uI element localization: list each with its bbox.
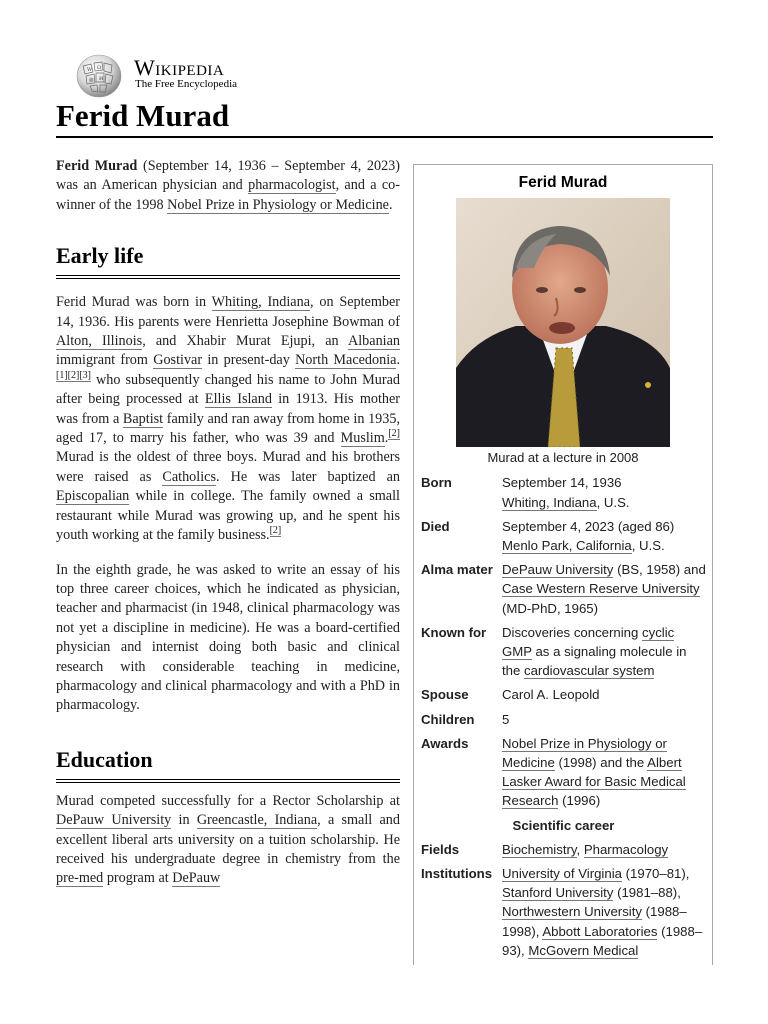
link-episcopalian[interactable]: Episcopalian — [56, 488, 130, 505]
svg-text:W: W — [87, 67, 93, 73]
link-greencastle-indiana[interactable]: Greencastle, Indiana — [196, 812, 318, 829]
link-whiting-indiana[interactable]: Whiting, Indiana — [502, 494, 597, 510]
svg-text:Ω: Ω — [97, 65, 102, 71]
row-value: September 14, 1936 Whiting, Indiana, U.S. — [502, 475, 630, 510]
portrait-photo[interactable] — [456, 198, 670, 447]
infobox-row-institutions — [414, 862, 712, 963]
wikipedia-wordmark: Wikipedia — [134, 55, 225, 80]
photo-caption: Murad at a lecture in 2008 — [487, 450, 639, 466]
row-label: Known for — [421, 624, 487, 640]
article-body — [56, 157, 400, 957]
citation-2[interactable]: [2] — [388, 428, 400, 440]
citation-2[interactable]: [2] — [269, 525, 282, 537]
link-case-western[interactable]: Case Western Reserve University — [502, 581, 700, 597]
infobox-subheader — [414, 814, 712, 838]
section-heading-education: Education — [56, 746, 400, 783]
link-stanford-university[interactable]: Stanford University — [502, 885, 614, 901]
svg-text:維: 維 — [89, 78, 95, 84]
row-value: Carol A. Leopold — [502, 687, 600, 703]
infobox-title: Ferid Murad — [518, 174, 608, 191]
scientific-career-header: Scientific career — [512, 817, 615, 833]
link-pharmacology[interactable]: Pharmacology — [583, 841, 669, 857]
infobox-row-born — [414, 471, 712, 514]
row-value: Discoveries concerning cyclic GMP as a signaling molecule in the cardiovascular system — [502, 624, 687, 679]
early-life-paragraph-2: In the eighth grade, he was asked to write an essay of his top three career choices, which he indicated as physician, teacher and pharmacist (in 1948, clinical pharmacology was not yet a discipline in medicine). He was a board-certified physician and internist doing both basic and clinical research with considerable teaching in medicine, pharmacology and clinical pharmacology and with a PhD in pharmacology. — [56, 561, 400, 714]
row-value: September 4, 2023 (aged 86) Menlo Park, California, U.S. — [502, 518, 675, 554]
infobox-row-alma-mater — [414, 558, 712, 621]
wikipedia-globe-icon — [75, 54, 123, 98]
row-value: University of Virginia (1970–81), Stanford University (1981–88), Northwestern University (1988–1998), Abbott Laboratories (1988–93), McGovern Medical — [502, 866, 703, 958]
citation-1[interactable]: [1] — [56, 370, 68, 382]
intro-paragraph: Ferid Murad (September 14, 1936 – September 4, 2023) was an American physician and pharmacologist, and a co-winner of the 1998 Nobel Prize in Physiology or Medicine. — [56, 158, 400, 213]
citation-2[interactable]: [2] — [67, 370, 80, 382]
svg-text:И: И — [99, 76, 104, 82]
link-depauw[interactable]: DePauw — [172, 870, 221, 887]
row-label: Institutions — [421, 866, 493, 882]
infobox-row-known-for — [414, 621, 712, 684]
row-label: Awards — [421, 735, 469, 751]
link-mcgovern-medical[interactable]: McGovern Medical — [528, 942, 639, 958]
link-north-macedonia[interactable]: North Macedonia — [295, 352, 397, 369]
wikipedia-logo[interactable] — [75, 52, 275, 98]
citation-3[interactable]: [3] — [79, 370, 92, 382]
row-label: Alma mater — [421, 562, 493, 578]
citation-refs — [56, 370, 91, 382]
link-menlo-park[interactable]: Menlo Park, California — [502, 538, 632, 554]
link-cardiovascular-system[interactable]: cardiovascular system — [524, 663, 655, 679]
infobox-row-fields — [414, 838, 712, 862]
title-divider — [56, 136, 713, 138]
link-abbott-laboratories[interactable]: Abbott Laboratories — [542, 923, 658, 939]
link-pharmacologist[interactable]: pharmacologist — [248, 177, 336, 194]
row-value: Biochemistry, Pharmacology — [502, 841, 669, 857]
infobox-table — [414, 471, 712, 963]
row-label: Fields — [421, 841, 460, 857]
row-label: Born — [421, 475, 452, 491]
wikipedia-tagline: The Free Encyclopedia — [135, 78, 238, 90]
link-gostivar[interactable]: Gostivar — [153, 352, 203, 369]
education-paragraph-1: Murad competed successfully for a Rector Scholarship at DePauw University in Greencastle, Indiana, a small and excellent liberal arts university on a tuition scholarship. He received his undergraduate degree in chemistry from the pre-med program at DePauw — [56, 792, 400, 887]
row-label: Spouse — [421, 687, 469, 703]
link-university-of-virginia[interactable]: University of Virginia — [502, 866, 622, 882]
infobox — [413, 164, 713, 965]
infobox-row-children — [414, 708, 712, 732]
link-depauw-university[interactable]: DePauw University — [56, 812, 172, 829]
link-northwestern-university[interactable]: Northwestern University — [502, 904, 642, 920]
infobox-row-died — [414, 515, 712, 558]
link-lasker-award[interactable]: Albert Lasker Award for Basic Medical Research — [502, 755, 686, 809]
link-depauw-university[interactable]: DePauw University — [502, 562, 614, 578]
row-value: Nobel Prize in Physiology or Medicine (1998) and the Albert Lasker Award for Basic Medical Research (1996) — [502, 735, 686, 809]
infobox-row-awards — [414, 732, 712, 814]
row-label: Died — [421, 518, 450, 534]
link-ellis-island[interactable]: Ellis Island — [204, 391, 272, 408]
section-heading-early-life: Early life — [56, 242, 400, 279]
link-cyclic-gmp[interactable]: cyclic GMP — [502, 624, 675, 660]
link-alton-illinois[interactable]: Alton, Illinois — [56, 333, 143, 350]
link-nobel-prize[interactable]: Nobel Prize in Physiology or Medicine — [167, 196, 389, 213]
link-catholics[interactable]: Catholics — [162, 468, 216, 485]
link-whiting-indiana[interactable]: Whiting, Indiana — [211, 294, 310, 311]
intro-subject-name: Ferid Murad — [56, 158, 138, 174]
link-baptist[interactable]: Baptist — [122, 410, 164, 427]
link-nobel-prize[interactable]: Nobel Prize in Physiology or Medicine — [502, 735, 667, 771]
row-value: DePauw University (BS, 1958) and Case Western Reserve University (MD-PhD, 1965) — [502, 562, 706, 616]
infobox-row-spouse — [414, 683, 712, 707]
early-life-paragraph-1: Ferid Murad was born in Whiting, Indiana, on September 14, 1936. His parents were Henrietta Josephine Bowman of Alton, Illinois, and Xhabir Murat Ejupi, an Albanian immigrant from Gostivar in present-day North Macedonia.[1][2][3] who subsequently changed his name to John Murad after being processed at Ellis Island in 1913. His mother was from a Baptist family and ran away from home in 1935, aged 17, to marry his father, who was 39 and Muslim.[2] Murad is the oldest of three boys. Murad and his brothers were raised as Catholics. He was later baptized an Episcopalian while in college. The family owned a small restaurant while Murad was growing up, and he spent his youth working at the family business.[2] — [56, 294, 400, 544]
page-title: Ferid Murad — [56, 98, 230, 133]
row-label: Children — [421, 711, 475, 727]
link-pre-med[interactable]: pre-med — [56, 870, 104, 887]
link-muslim[interactable]: Muslim — [340, 430, 385, 447]
link-biochemistry[interactable]: Biochemistry — [502, 841, 577, 857]
link-albanian[interactable]: Albanian — [347, 333, 400, 350]
row-value: 5 — [502, 711, 510, 727]
